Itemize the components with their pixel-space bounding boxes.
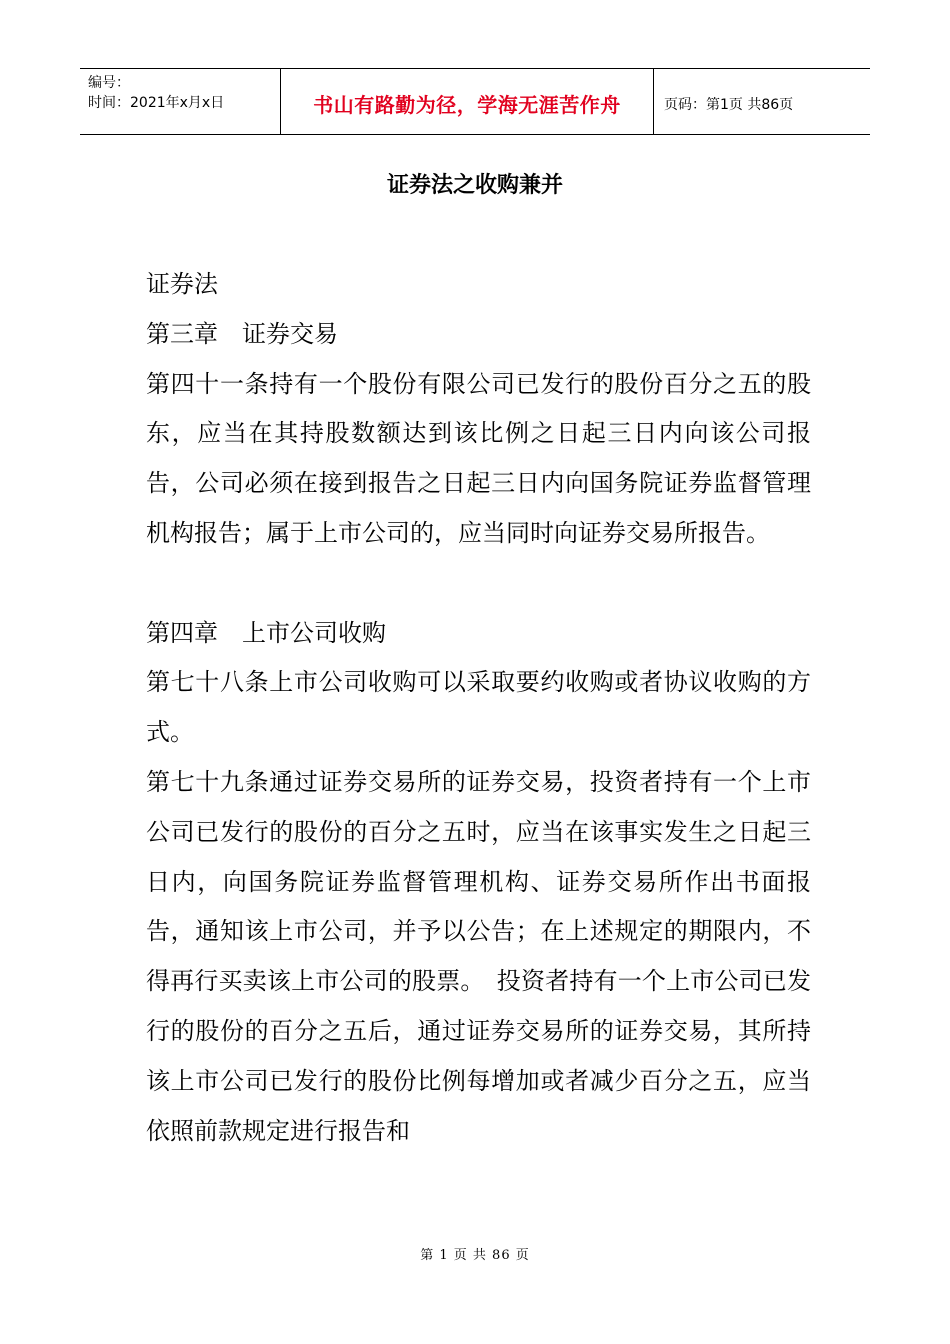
header-motto-cell	[281, 69, 654, 134]
header-page-cell	[654, 69, 870, 134]
header-info-cell	[80, 69, 281, 134]
paragraph-chapter-three: 第三章 证券交易	[146, 319, 338, 348]
document-number-label: 编号：	[88, 75, 130, 91]
document-time-label: 时间：2021年x月x日	[88, 95, 225, 111]
paragraph-article-41: 第四十一条持有一个股份有限公司已发行的股份百分之五的股东，应当在其持股数额达到该比例之日起三日内向该公司报告，公司必须在接到报告之日起三日内向国务院证券监督管理机构报告；属于上市公司的，应当同时向证券交易所报告。	[146, 369, 811, 547]
document-title: 证券法之收购兼并	[386, 173, 563, 198]
paragraph-spacer	[146, 559, 811, 609]
document-body	[146, 260, 811, 1156]
paragraph-chapter-four: 第四章 上市公司收购	[146, 618, 386, 647]
paragraph-article-79: 第七十九条通过证券交易所的证券交易，投资者持有一个上市公司已发行的股份的百分之五时，应当在该事实发生之日起三日内，向国务院证券监督管理机构、证券交易所作出书面报告，通知该上市公司，并予以公告；在上述规定的期限内，不得再行买卖该上市公司的股票。 投资者持有一个上市公司已发行的股份的百分之五后，通过证券交易所的证券交易，其所持该上市公司已发行的股份比例每增加或者减少百分之五，应当依照前款规定进行报告和	[146, 767, 811, 1145]
paragraph-law-name: 证券法	[146, 270, 218, 298]
paragraph-article-78: 第七十八条上市公司收购可以采取要约收购或者协议收购的方式。	[146, 668, 811, 747]
header-page-label: 页码：第1页 共86页	[664, 96, 794, 113]
header-motto: 书山有路勤为径，学海无涯苦作舟	[313, 93, 621, 117]
page-header	[80, 68, 870, 135]
page-footer: 第 1 页 共 86 页	[420, 1248, 530, 1263]
